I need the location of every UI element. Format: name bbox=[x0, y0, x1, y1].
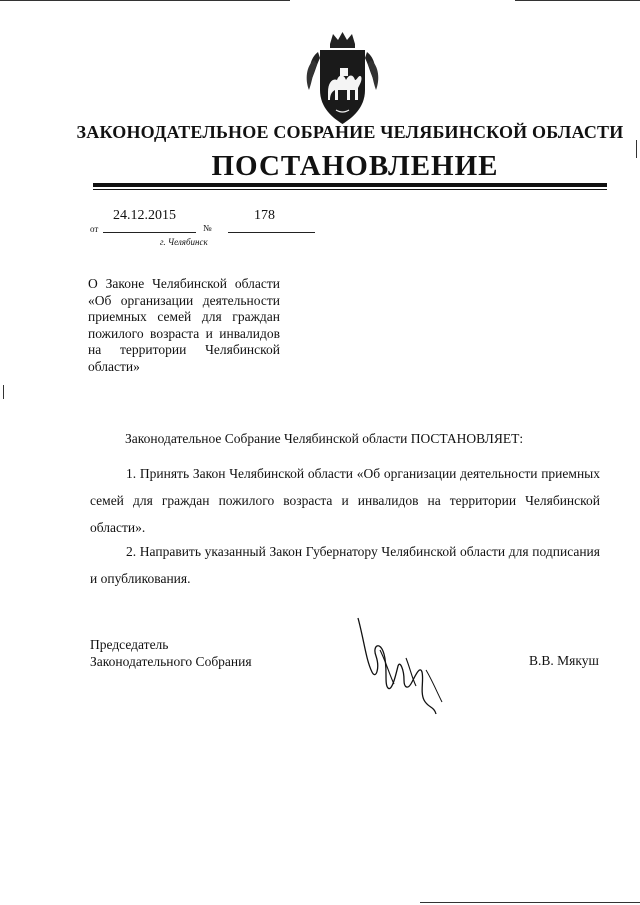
document-date: 24.12.2015 bbox=[113, 208, 176, 223]
scan-edge-left bbox=[3, 385, 4, 399]
document-subject bbox=[88, 276, 280, 375]
scan-edge-top bbox=[0, 0, 290, 1]
subject-line: О Законе Челябинской области bbox=[88, 276, 280, 291]
resolution-intro: Законодательное Собрание Челябинской области ПОСТАНОВЛЯЕТ: bbox=[125, 431, 524, 446]
resolution-paragraph-1: 1. Принять Закон Челябинской области «Об организации деятельности приемных семей для граждан пожилого возраста и инвалидов на территории Челябинской области». bbox=[90, 466, 600, 535]
subject-line: «Об организации деятельности bbox=[88, 292, 280, 308]
scan-edge-bottom bbox=[420, 902, 640, 903]
resolution-paragraph-2: 2. Направить указанный Закон Губернатору Челябинской области для подписания и опубликования. bbox=[90, 544, 600, 586]
date-underline bbox=[103, 232, 196, 233]
number-underline bbox=[228, 232, 315, 233]
city-label: г. Челябинск bbox=[160, 237, 208, 247]
signatory-title-line-1: Председатель bbox=[90, 637, 169, 652]
coat-of-arms-emblem bbox=[300, 30, 385, 130]
scan-edge-top-right bbox=[515, 0, 640, 1]
document-type-title: ПОСТАНОВЛЕНИЕ bbox=[211, 150, 499, 182]
organization-title: ЗАКОНОДАТЕЛЬНОЕ СОБРАНИЕ ЧЕЛЯБИНСКОЙ ОБЛАСТИ bbox=[76, 122, 624, 142]
signatory-title-line-2: Законодательного Собрания bbox=[90, 654, 252, 669]
signatory-title bbox=[90, 636, 252, 670]
handwritten-signature bbox=[350, 610, 460, 720]
subject-line: области» bbox=[88, 358, 140, 374]
date-prefix-label: от bbox=[90, 224, 99, 234]
subject-line: на территории Челябинской bbox=[88, 342, 280, 357]
subject-line: пожилого возраста и инвалидов bbox=[88, 325, 280, 341]
signatory-name: В.В. Мякуш bbox=[529, 653, 599, 668]
document-number: 178 bbox=[254, 208, 275, 223]
header-rule-thin bbox=[93, 189, 607, 190]
subject-line: приемных семей для граждан bbox=[88, 309, 280, 324]
header-rule-thick bbox=[93, 183, 607, 187]
number-sign-label: № bbox=[203, 223, 212, 233]
